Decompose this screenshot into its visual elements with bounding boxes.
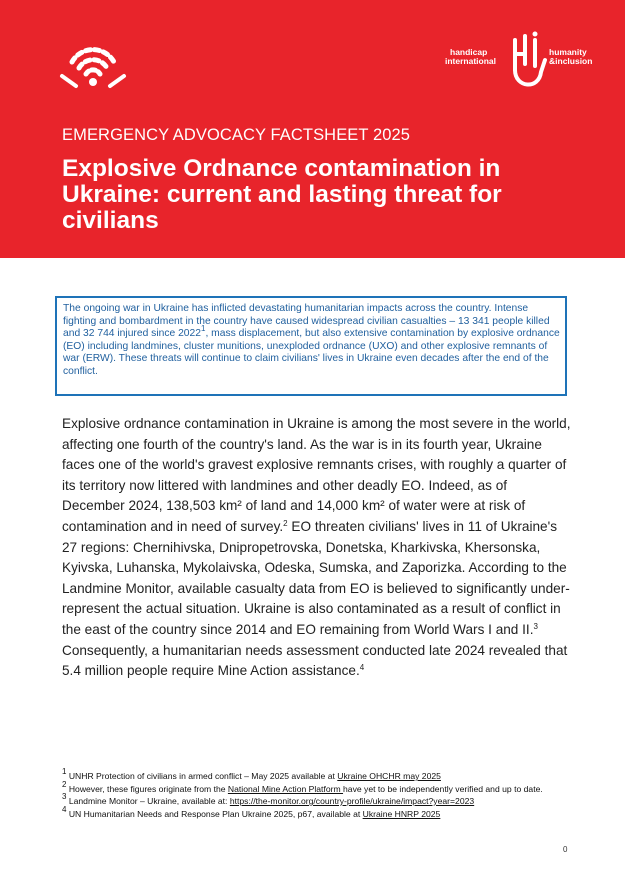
logo-text-humanity: humanity — [549, 47, 587, 57]
logo-text-handicap: handicap — [450, 47, 488, 57]
footnote-link-2[interactable]: National Mine Action Platform — [227, 783, 344, 794]
summary-box — [55, 296, 567, 396]
footnote-1: $^1$ UNHR Protection of civilians in armed conflict – May 2025 available at Ukraine OHCHR may 2025 — [62, 767, 441, 781]
paragraph-segment-1: Explosive ordnance contamination in Ukraine is among the most severe in the world, affecting one fourth of the country's land. As the war is in its fourth year, Ukraine faces one of the world's gravest explosive remnants crises, with roughly a quarter of its territory now littered with landmines and other deadly EO. Indeed, as of December 2024, 138,503 km² of land and 14,000 km² of water were at risk of contamination and in need of survey. — [62, 416, 571, 534]
footnotes — [62, 767, 567, 820]
footnote-3: $^3$ Landmine Monitor – Ukraine, available at: https://the-monitor.org/country-profile/ukraine/impact?year=2023 — [62, 792, 475, 806]
footnote-4: $^4$ UN Humanitarian Needs and Response Plan Ukraine 2025, p67, available at Ukraine HNRP 2025 — [62, 804, 441, 819]
document-subtitle: EMERGENCY ADVOCACY FACTSHEET 2025 — [62, 126, 411, 144]
footnote-link-3[interactable]: https://the-monitor.org/country-profile/ukraine/impact?year=2023 — [229, 796, 475, 806]
paragraph-segment-3: Consequently, a humanitarian needs assessment conducted late 2024 revealed that 5.4 million people require Mine Action assistance. — [62, 642, 568, 679]
summary-text-part1: The ongoing war in Ukraine has inflicted devastating humanitarian impacts across the country. Intense fighting and bombardment in the country have caused widespread civilian casualties – 13 341 people killed and 32 744 injured since 2022 — [63, 303, 550, 340]
paragraph-segment-2: EO threaten civilians' lives in 11 of Ukraine's 27 regions: Chernihivska, Dnipropetrovska, Donetska, Kharkivska, Khersonska, Kyivska, Luhanska, Mykolaivska, Odeska, Sumska, and Zaporizka. According to the Landmine Monitor, available casualty data from EO is believed to significantly under-represent the actual situation. Ukraine is also contaminated as a result of conflict in the east of the country since 2014 and EO remaining from World Wars I and II. — [62, 518, 570, 637]
footnote-link-1[interactable]: Ukraine OHCHR may 2025 — [337, 771, 441, 781]
header-banner — [0, 0, 625, 258]
hi-logo — [445, 30, 605, 94]
footnote-ref-1[interactable]: 1 — [200, 324, 206, 334]
hand-hi-icon — [505, 30, 547, 94]
footnote-link-4[interactable]: Ukraine HNRP 2025 — [362, 808, 441, 819]
logo-text-inclusion: &inclusion — [549, 56, 593, 66]
summary-text-part2: , mass displacement, but also extensive contamination by explosive ordnance (EO) including landmines, cluster munitions, unexploded ordnance (UXO) and other explosive remnants of war (ERW). These threats will continue to claim civilians' lives in Ukraine even decades after the end of the conflict. — [63, 328, 560, 377]
footnote-ref-4[interactable]: 4 — [359, 663, 365, 673]
footnote-ref-3[interactable]: 3 — [533, 621, 538, 631]
page-number: 0 — [563, 845, 568, 854]
footnote-2: $^2$ However, these figures originate from the National Mine Action Platform have yet to be independently verified and up to date. — [62, 779, 543, 794]
footnote-ref-2[interactable]: 2 — [283, 518, 288, 528]
document-title: Explosive Ordnance contamination in Ukraine: current and lasting threat for civilians — [62, 155, 502, 234]
logo-text-international: international — [445, 56, 497, 66]
radio-waves-icon — [58, 40, 128, 90]
main-paragraph — [62, 414, 572, 682]
